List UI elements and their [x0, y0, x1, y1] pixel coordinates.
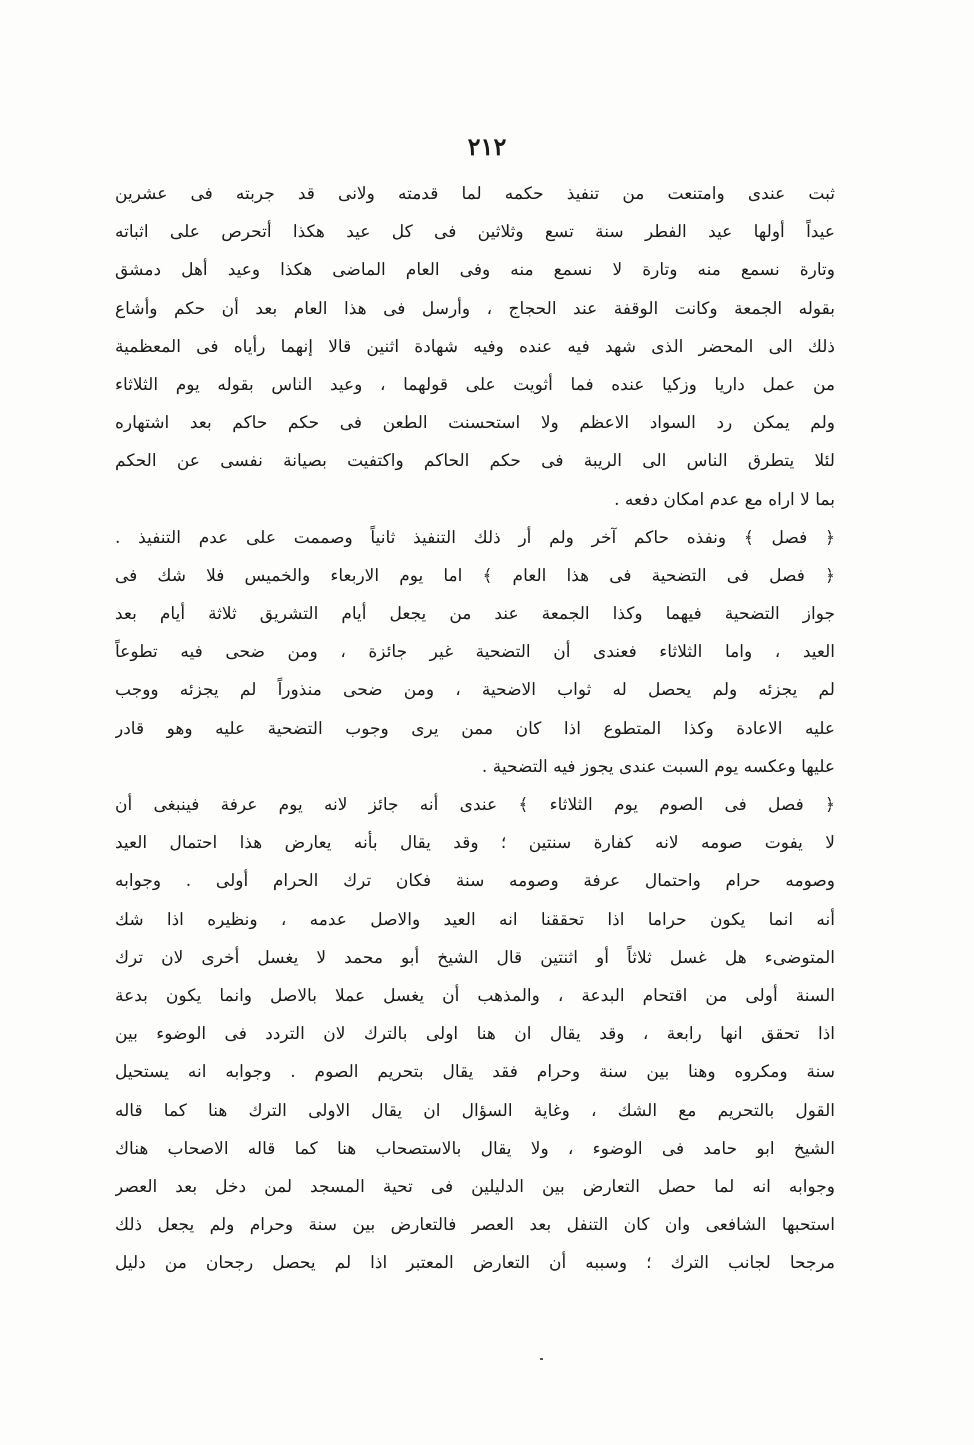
text-line: جواز التضحية فيهما وكذا الجمعة عند من يجعل أيام التشريق ثلاثة أيام بعد [115, 604, 835, 625]
text-line: لئلا يتطرق الناس الى الريبة فى حكم الحاكم واكتفيت بصيانة نفسى عن الحكم [115, 451, 835, 472]
text-line: بما لا اراه مع عدم امكان دفعه . [614, 489, 835, 510]
text-line: مرجحا لجانب الترك ؛ وسببه أن التعارض المعتبر اذا لم يحصل رجحان من دليل [115, 1253, 835, 1274]
text-line: وصومه حرام واحتمال عرفة وصومه سنة فكان ترك الحرام أولى . وجوابه [115, 871, 835, 892]
text-line: بقوله الجمعة وكانت الوقفة عند الحجاج ، وأرسل فى هذا العام بعد أن حكم وأشاع [115, 298, 835, 319]
text-line: وتارة نسمع منه وتارة لا نسمع منه وفى العام الماضى هكذا وعيد أهل دمشق [115, 260, 835, 281]
text-line: ثبت عندى وامتنعت من تنفيذ حكمه لما قدمته ولانى قد جربته فى عشرين [115, 184, 835, 204]
text-line: ذلك الى المحضر الذى شهد فيه عنده وفيه شهادة اثنين قالا إنهما رأياه فى المعظمية [115, 336, 835, 357]
text-line: السنة أولى من اقتحام البدعة ، والمذهب أن يغسل عملا بالاصل وانما يكون بدعة [115, 985, 835, 1006]
text-line: أنه انما يكون حراما اذا تحققنا انه العيد والاصل عدمه ، ونظيره اذا شك [115, 909, 835, 930]
text-line: الشيخ ابو حامد فى الوضوء ، ولا يقال بالاستصحاب هنا كما قاله الاصحاب هناك [115, 1138, 835, 1159]
section-heading-line: ﴿ فصل فى الصوم يوم الثلاثاء ﴾ عندى أنه جائز لانه يوم عرفة فينبغى أن [115, 795, 835, 815]
text-line: وجوابه انه لما حصل التعارض بين الدليلين فى تحية المسجد لمن دخل بعد العصر [115, 1176, 835, 1197]
text-line: استحبها الشافعى وان كان التنفل بعد العصر فالتعارض بين سنة وحرام ولم يجعل ذلك [115, 1215, 835, 1236]
body-text [115, 175, 835, 1282]
text-line: لم يجزئه ولم يحصل له ثواب الاضحية ، ومن ضحى منذوراً لم يجزئه ووجب [115, 680, 835, 701]
text-line: من عمل داريا وزكيا عنده فما أثويت على قولهما ، وعيد الناس بقوله يوم الثلاثاء [115, 374, 835, 395]
text-line: العيد ، واما الثلاثاء فعندى أن التضحية غير جائزة ، ومن ضحى فيه تطوعاً [115, 642, 835, 663]
text-line: لا يفوت صومه لانه كفارة سنتين ؛ وقد يقال بأنه يعارض هذا احتمال العيد [115, 833, 835, 854]
text-line: عيداً أولها عيد الفطر سنة تسع وثلاثين فى كل عيد هكذا أتحرص على اثباته [115, 222, 835, 243]
text-line: عليها وعكسه يوم السبت عندى يجوز فيه التضحية . [481, 756, 835, 777]
section-heading-line: ﴿ فصل ﴾ ونفذه حاكم آخر ولم أر ذلك التنفيذ ثانياً وصممت على عدم التنفيذ . [115, 527, 835, 548]
text-line: اذا تحقق انها رابعة ، وقد يقال ان هنا اولى بالترك لان التردد فى الوضوء بين [115, 1024, 835, 1045]
section-heading-line: ﴿ فصل فى التضحية فى هذا العام ﴾ اما يوم الاربعاء والخميس فلا شك فى [115, 565, 835, 586]
text-line: عليه الاعادة وكذا المتطوع اذا كان ممن يرى وجوب التضحية عليه وهو قادر [115, 718, 835, 739]
text-line: المتوضىء هل غسل ثلاثاً أو اثنتين قال الشيخ أبو محمد لا يغسل أخرى لان ترك [115, 947, 835, 968]
text-line: القول بالتحريم مع الشك ، وغاية السؤال ان يقال الاولى الترك هنا كما قاله [115, 1100, 835, 1121]
print-speck [540, 1358, 543, 1360]
text-line: سنة ومكروه وهنا بين سنة وحرام فقد يقال بتحريم الصوم . وجوابه انه يستحيل [115, 1062, 835, 1083]
text-line: ولم يمكن رد السواد الاعظم ولا استحسنت الطعن فى حكم حاكم بعد اشتهاره [115, 413, 835, 434]
page-number: ٢١٢ [467, 132, 507, 161]
